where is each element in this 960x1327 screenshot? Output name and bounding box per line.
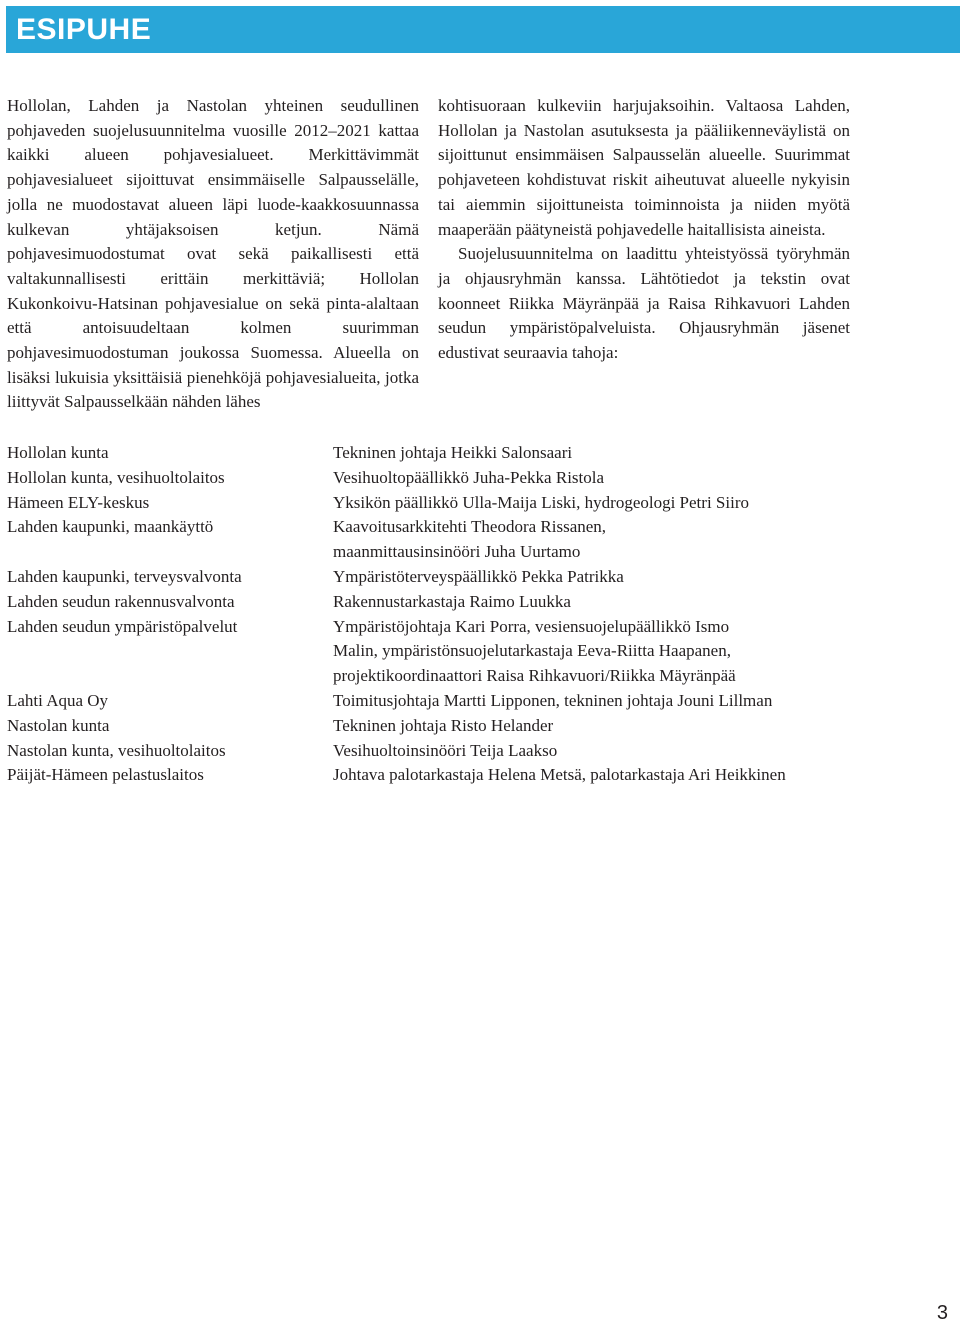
representative-item: Toimitusjohtaja Martti Lipponen, tekninen johtaja Jouni Lillman [333,690,773,710]
organization-spacer [7,540,307,565]
organization-item: Lahti Aqua Oy [7,690,109,710]
header-bar [6,6,960,53]
intro-paragraph: Hollolan, Lahden ja Nastolan yhteinen seudullinen pohjaveden suojelusuunnitelma vuosille 2012–2021 kattaa kaikki alueen pohjavesialueet. Merkittävimmät pohjavesialueet sijoittuvat ensimmäiselle Salpausselälle, jolla ne muodostavat alueen läpi luode-kaakkosuunnassa kulkevan yhtäjaksoisen ketjun. Nämä pohjavesimuodostumat ovat sekä paikallisesti että valtakunnallisesti erittäin merkittäviä; Hollolan Kukonkoivu-Hatsinan pohjavesialue on sekä pinta-alaltaan että antoisuudeltaan kolmen suurimman pohjavesimuodostuman joukossa Suomessa. Alueella on lisäksi lukuisia yksittäisiä pienehköjä pohjavesialueita, jotka liittyvät Salpausselkään nähden lähes [7,96,419,412]
representative-item: Tekninen johtaja Heikki Salonsaari [333,443,573,462]
organization-item: Päijät-Hämeen pelastuslaitos [7,765,204,785]
representative-item: Ympäristöjohtaja Kari Porra, vesiensuojelupäällikkö Ismo [333,616,730,636]
organization-item: Hollolan kunta, vesihuoltolaitos [7,467,225,487]
representative-item: Malin, ympäristönsuojelutarkastaja Eeva-Riitta Haapanen, [333,641,731,661]
representative-item: projektikoordinaattori Raisa Rihkavuori/Riikka Mäyränpää [333,666,736,686]
representative-item: Johtava palotarkastaja Helena Metsä, palotarkastaja Ari Heikkinen [333,765,786,785]
intro-column-right [438,94,850,366]
organization-item: Hollolan kunta [7,443,109,462]
organization-item: Nastolan kunta, vesihuoltolaitos [7,740,226,760]
intro-column-left [7,94,419,415]
representative-item: Tekninen johtaja Risto Helander [333,715,554,735]
organization-list [7,441,307,788]
page-number: 3 [936,1302,948,1324]
organization-item: Lahden kaupunki, terveysvalvonta [7,566,242,586]
organization-spacer [7,639,307,664]
intro-paragraph-steering-group: Suojelusuunnitelma on laadittu yhteistyössä työryhmän ja ohjausryhmän kanssa. Lähtötiedot ja tekstin ovat koonneet Riikka Mäyränpää ja Raisa Rihkavuori Lahden seudun ympäristöpalveluista. Ohjausryhmän jäsenet edustivat seuraavia tahoja: [438,244,850,363]
page-title: ESIPUHE [16,13,152,46]
organization-item: Lahden kaupunki, maankäyttö [7,517,214,537]
representative-item: Rakennustarkastaja Raimo Luukka [333,591,571,611]
intro-paragraph-continued: kohtisuoraan kulkeviin harjujaksoihin. Valtaosa Lahden, Hollolan ja Nastolan asutuksesta ja pääliikenneväylistä on sijoittunut ensimmäisen Salpausselän alueelle. Suurimmat pohjaveteen kohdistuvat riskit aiheutuvat alueelle nykyisin tai aiemmin sijoittuneista toiminnoista ja niiden myötä maaperään päätyneistä pohjavedelle haitallisista aineista. [438,96,850,239]
organization-item: Hämeen ELY-keskus [7,492,150,512]
organization-item: Lahden seudun rakennusvalvonta [7,591,235,611]
representative-item: Kaavoitusarkkitehti Theodora Rissanen, [333,517,607,537]
organization-item: Lahden seudun ympäristöpalvelut [7,616,238,636]
representative-item: Vesihuoltoinsinööri Teija Laakso [333,740,558,760]
representative-list [333,441,933,788]
organization-item: Nastolan kunta [7,715,110,735]
organization-spacer [7,664,307,689]
representative-item: Vesihuoltopäällikkö Juha-Pekka Ristola [333,467,605,487]
representative-item: maanmittausinsinööri Juha Uurtamo [333,542,581,562]
representative-item: Yksikön päällikkö Ulla-Maija Liski, hydrogeologi Petri Siiro [333,492,749,512]
representative-item: Ympäristöterveyspäällikkö Pekka Patrikka [333,566,624,586]
